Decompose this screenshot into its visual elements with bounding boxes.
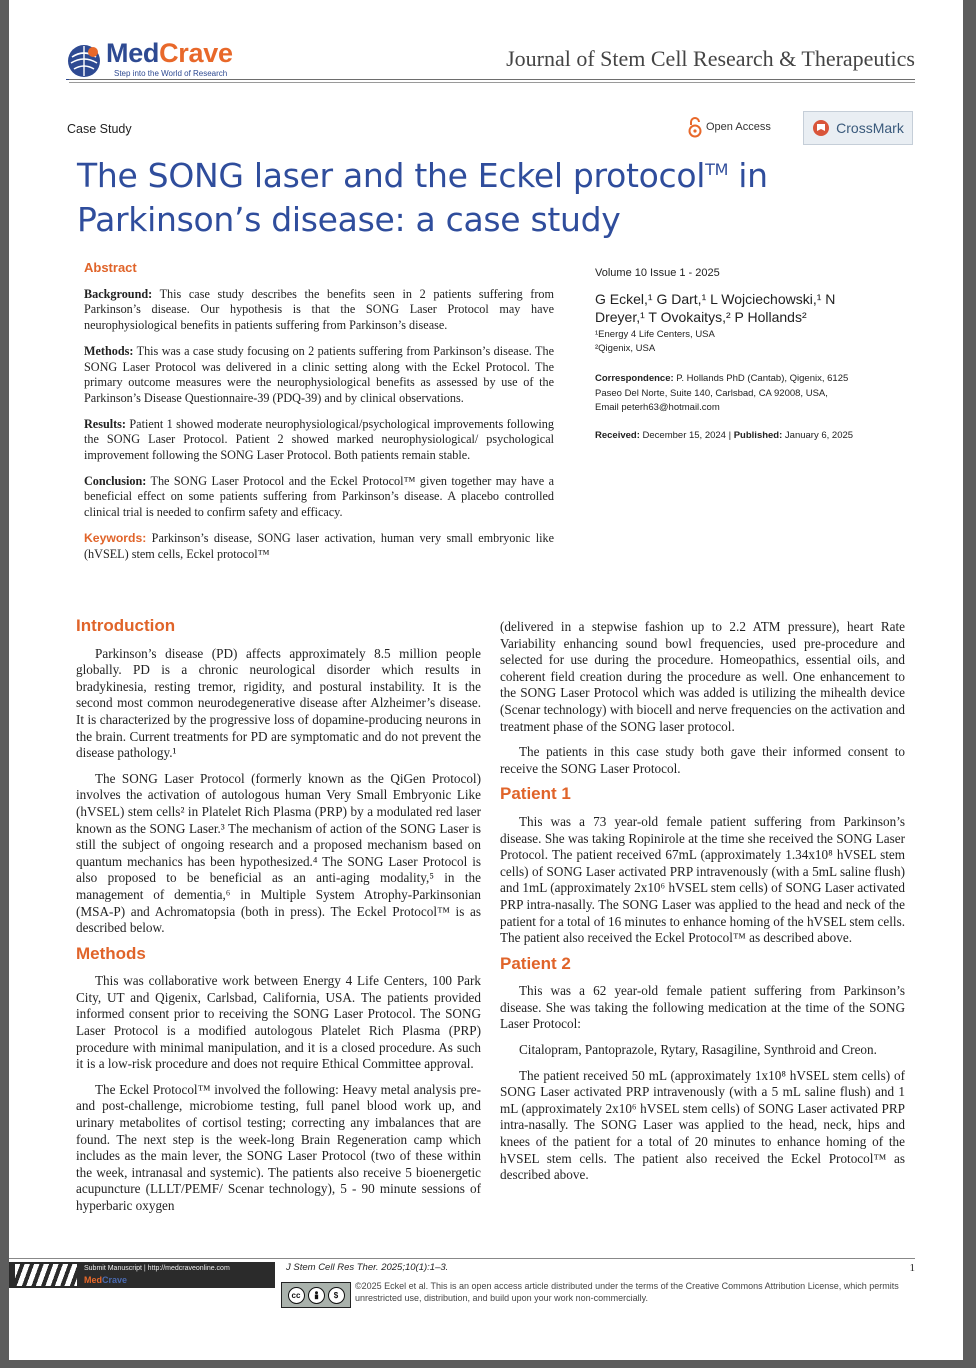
section-heading-patient-1: Patient 1	[500, 784, 571, 804]
body-paragraph: The Eckel Protocol™ involved the following: Heavy metal analysis pre- and post-challenge, microbiome testing, full panel blood work up, and urinary metabolites of cortisol testing; correcting any imbalances that are found. The next step is the week-long Brain Regeneration camp which includes as the main lever, the SONG Laser Protocol (two of these within the week, intranasal and systemic). The patients also receive 5 bioenergetic acupuncture (LLLT/PEMF/ Scenar technology), 5 - 90 minute sessions of hyperbaric oxygen	[76, 1081, 481, 1213]
medcrave-globe-icon	[66, 43, 102, 79]
journal-title: Journal of Stem Cell Research & Therapeutics	[506, 46, 915, 71]
open-access-badge[interactable]	[688, 116, 771, 138]
body-paragraph: This was a 73 year-old female patient suffering from Parkinson’s disease. She was taking Ropinirole at the time she received the SONG Laser Protocol. The patient received 67mL (approximately 1.34x10⁸ hVSEL stem cells) of SONG Laser activated PRP intravenously (with a 5mL saline flush) and 1mL (approximately 2x10⁶ hVSEL stem cells) of SONG Laser activated PRP intra-nasally. The SONG Laser was applied to the head and neck of the patient for a total of 16 minutes to enhance homing of the hVSEL stem cells. The patient also received the Eckel Protocol™ as described above.	[500, 813, 905, 946]
affiliations: ¹Energy 4 Life Centers, USA ²Qigenix, USA	[595, 329, 715, 354]
section-heading-patient-2: Patient 2	[500, 953, 571, 973]
body-column-left	[76, 615, 481, 1224]
abstract-results: Results: Patient 1 showed moderate neurophysiological/psychological improvements following the SONG Laser Protocol. Patient 2 showed marked neurophysiological/ psychological improvement following the SONG Laser Protocol. Both patients remain stable.	[84, 416, 554, 463]
article-title: The SONG laser and the Eckel protocol™ in Parkinson’s disease: a case study	[77, 156, 768, 239]
submit-manuscript-link[interactable]: Submit Manuscript | http://medcraveonline.com	[84, 1265, 230, 1272]
body-paragraph: The patients in this case study both gave their informed consent to receive the SONG Laser Protocol.	[500, 744, 905, 776]
section-heading-introduction: Introduction	[76, 616, 176, 635]
medication-list: Citalopram, Pantoprazole, Rytary, Rasagiline, Synthroid and Creon.	[519, 1042, 877, 1058]
article-page	[9, 0, 963, 1360]
page-number: 1	[909, 1262, 915, 1274]
article-dates: Received: December 15, 2024 | Published: January 6, 2025	[595, 429, 854, 441]
creative-commons-badge[interactable]	[281, 1282, 351, 1308]
open-access-label: Open Access	[706, 121, 771, 133]
abstract-methods: Methods: This was a case study focusing on 2 patients suffering from Parkinson’s disease. The SONG Laser Protocol was delivered in a clinic setting along with the Eckel Protocol. The primary outcome measures were the neurophysiological benefits as assessed by use of the Parkinson’s Disease Questionnaire-39 (PDQ-39) and by clinical observations.	[84, 343, 554, 405]
correspondence: Correspondence: P. Hollands PhD (Cantab), Qigenix, 6125 Paseo Del Norte, Suite 140, Carlsbad, CA 92008, USA, Email peterh63@hotmail.com	[595, 372, 915, 416]
cc-icon: cc	[288, 1287, 305, 1304]
section-heading-methods: Methods	[76, 943, 146, 963]
body-paragraph: This was collaborative work between Energy 4 Life Centers, 100 Park City, UT and Qigenix, Carlsbad, California, USA. The patients provided informed consent prior to receiving the SONG Laser Protocol. The SONG Laser Protocol is a modified autologous Platelet Rich Plasma (PRP) procedure with minimal manipulation, and it is a closed procedure. As such it is a low-risk procedure and does not require Ethical Committee approval.	[76, 973, 481, 1072]
body-paragraph: The SONG Laser Protocol (formerly known as the QiGen Protocol) involves the activation of autologous human Very Small Embryonic Like (hVSEL) stem cells² in Platelet Rich Plasma (PRP) by a modulated red laser known as the SONG Laser.³ The mechanism of action of the SONG Laser is still the subject of ongoing research and a proposed mechanism based on quantum mechanics has been hypothesized.⁴ The SONG Laser Protocol is also proposed to be beneficial as an anti-aging modality,⁵ in the management of dementia,⁶ in Multiple System Atrophy-Parkinsonian (MSA-P) and Achromatopsia (both in press). The Eckel Protocol™ is as described below.	[76, 770, 481, 936]
volume-issue: Volume 10 Issue 1 - 2025	[595, 267, 720, 279]
abstract	[84, 260, 554, 572]
medcrave-logo[interactable]: MedCrave	[106, 38, 233, 68]
abstract-keywords: Keywords: Parkinson’s disease, SONG laser activation, human very small embryonic like (hVSEL) stem cells, Eckel protocol™	[84, 530, 554, 561]
body-paragraph: Parkinson’s disease (PD) affects approximately 8.5 million people globally. PD is a chronic neurological disorder which results in bradykinesia, resting tremor, rigidity, and postural instability. It is the second most common neurodegenerative disease after Alzheimer’s disease. It is characterized by the progressive loss of dopamine-producing neurons in the brain. Current treatments for PD are symptomatic and do not prevent the disease pathology.¹	[76, 645, 481, 761]
license-text: ©2025 Eckel et al. This is an open access article distributed under the terms of the Creative Commons Attribution License, which permits unrestricted use, distribution, and build upon your work non-commercially.	[355, 1281, 899, 1303]
article-metadata	[595, 267, 915, 441]
footer-divider	[9, 1258, 915, 1259]
correspondence-email[interactable]: Email peterh63@hotmail.com	[595, 402, 720, 413]
cc-by-icon	[308, 1287, 325, 1304]
header-divider	[69, 79, 915, 80]
crossmark-icon	[812, 119, 830, 137]
body-column-right	[500, 619, 905, 1193]
article-type: Case Study	[67, 122, 132, 136]
abstract-background: Background: This case study describes the benefits seen in 2 patients suffering from Parkinson’s disease. Our hypothesis is that the SONG Laser Protocol may have neurophysiological benefits in patients suffering from Parkinson’s disease.	[84, 286, 554, 333]
citation: J Stem Cell Res Ther. 2025;10(1):1‒3.	[286, 1262, 449, 1273]
crossmark-label: CrossMark	[836, 120, 904, 136]
crossmark-button[interactable]	[803, 111, 913, 145]
author-list: G Eckel,¹ G Dart,¹ L Wojciechowski,¹ N Dreyer,¹ T Ovokaitys,² P Hollands²	[595, 291, 836, 325]
body-paragraph: This was a 62 year-old female patient suffering from Parkinson’s disease. She was taking the following medication at the time of the SONG Laser Protocol:	[500, 983, 905, 1032]
open-access-lock-icon	[688, 116, 702, 138]
footer-brand: MedCrave	[84, 1275, 128, 1285]
cc-nc-icon: $	[328, 1287, 345, 1304]
logo-tagline: Step into the World of Research	[114, 69, 228, 78]
body-paragraph: The patient received 50 mL (approximately 1x10⁸ hVSEL stem cells) of SONG Laser activated PRP intravenously (with a 5 mL saline flush) and 1 mL (approximately 2x10⁶ hVSEL stem cells) of SONG Laser activated PRP intra-nasally. The SONG Laser was applied to the head, neck, hips and knees of the patient for a total of 20 minutes to enhance homing of the hVSEL stem cells. The patient also received the Eckel Protocol™ as described above.	[500, 1067, 905, 1183]
abstract-conclusion: Conclusion: The SONG Laser Protocol and the Eckel Protocol™ given together may have a beneficial effect on some patients suffering from Parkinson’s disease. A placebo controlled clinical trial is needed to confirm safety and efficacy.	[84, 473, 554, 520]
stripes-decoration	[15, 1264, 77, 1286]
abstract-heading: Abstract	[84, 260, 137, 275]
body-paragraph: (delivered in a stepwise fashion up to 2.2 ATM pressure), heart Rate Variability enhancing sound bowl frequencies, used pre-procedure and selected for use during the procedure. Homeopathics, essential oils, and coherent field creation during the procedure as well. One enhancement to the SONG Laser Protocol which was added is utilizing the mihealth device (Scenar technology) with biocell and nerve frequencies on the activation and treatment phase of the SONG laser protocol.	[500, 619, 905, 734]
header-divider-secondary	[69, 82, 915, 83]
